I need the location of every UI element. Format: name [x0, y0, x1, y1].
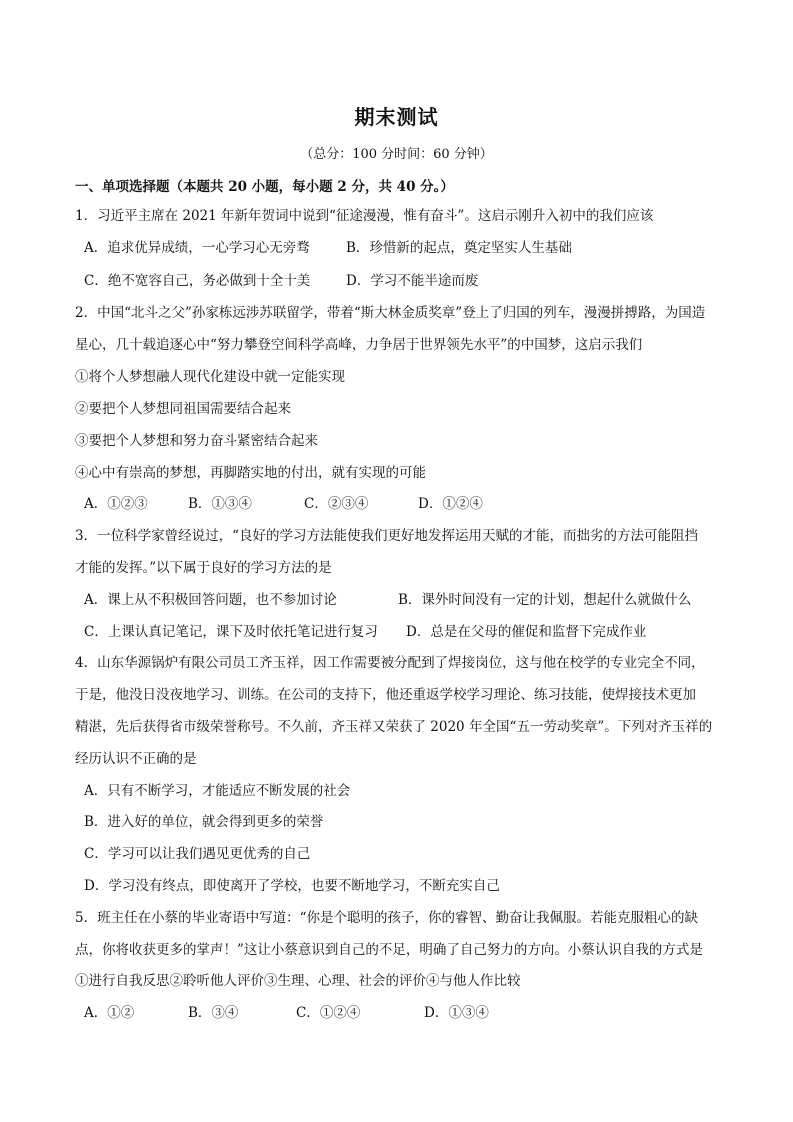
option-c: C．①②④	[296, 1005, 361, 1021]
option-a: A．①②③	[84, 496, 148, 512]
question-3-stem: 才能的发挥。”以下属于良好的学习方法的是	[75, 560, 332, 576]
option-b: B．①③④	[188, 496, 252, 512]
question-3-stem: 3．一位科学家曾经说过，“良好的学习方法能使我们更好地发挥运用天赋的才能，而拙劣的方法可能阻挡	[75, 528, 698, 544]
option-a: A．追求优异成绩，一心学习心无旁骛	[84, 240, 310, 256]
question-2-stem: 2．中国“北斗之父”孙家栋远涉苏联留学，带着“斯大林金质奖章”登上了归国的列车，漫漫拼搏路，为国造	[75, 305, 706, 321]
option-c: C．上课认真记笔记，课下及时依托笔记进行复习	[84, 624, 378, 640]
question-2-statement: ④心中有崇高的梦想，再脚踏实地的付出，就有实现的可能	[75, 465, 426, 481]
option-d: D．总是在父母的催促和监督下完成作业	[406, 624, 647, 640]
option-b: B．课外时间没有一定的计划，想起什么就做什么	[398, 592, 692, 608]
option-b: B．珍惜新的起点，奠定坚实人生基础	[346, 240, 572, 256]
question-1-options-row-1	[84, 238, 730, 258]
question-5-options	[84, 1003, 730, 1023]
question-1-options-row-2	[84, 271, 730, 291]
option-b: B．③④	[188, 1005, 239, 1021]
question-4-stem: 4．山东华源锅炉有限公司员工齐玉祥，因工作需要被分配到了焊接岗位，这与他在校学的专业完全不同，	[75, 655, 705, 671]
question-5-stem: 5．班主任在小蔡的毕业寄语中写道：“你是个聪明的孩子，你的睿智、勤奋让我佩服。若能克服粗心的缺	[75, 910, 698, 926]
option-a: A．只有不断学习，才能适应不断发展的社会	[84, 783, 351, 799]
question-2-options	[84, 494, 730, 514]
question-3-options-row-2	[84, 622, 730, 642]
question-3-options-row-1	[84, 590, 730, 610]
option-a: A．①②	[84, 1005, 135, 1021]
option-b: B．进入好的单位，就会得到更多的荣誉	[84, 814, 324, 830]
question-5-stem: 点，你将收获更多的掌声！”这让小蔡意识到自己的不足，明确了自己努力的方向。小蔡认识自我的方式是	[75, 942, 703, 958]
option-d: D．学习不能半途而废	[346, 273, 479, 289]
exam-info: （总分：100 分时间：60 分钟）	[300, 147, 493, 162]
question-4-stem: 于是，他没日没夜地学习、训练。在公司的支持下，他还重返学校学习理论、练习技能，使焊接技术更加	[75, 687, 696, 703]
section-heading: 一、单项选择题（本题共 20 小题，每小题 2 分，共 40 分。）	[75, 179, 454, 195]
option-d: D．①②④	[418, 496, 483, 512]
question-2-statement: ③要把个人梦想和努力奋斗紧密结合起来	[75, 433, 318, 449]
question-1-stem: 1．习近平主席在 2021 年新年贺词中说到“征途漫漫，惟有奋斗”。这启示刚升入初中的我们应该	[75, 208, 654, 224]
option-c: C．绝不宽容自己，务必做到十全十美	[84, 273, 311, 289]
option-d: D．①③④	[424, 1005, 489, 1021]
option-c: C．学习可以让我们遇见更优秀的自己	[84, 846, 311, 862]
question-5-stem: ①进行自我反思②聆听他人评价③生理、心理、社会的评价④与他人作比较	[75, 973, 521, 989]
option-d: D．学习没有终点，即使离开了学校，也要不断地学习，不断充实自己	[84, 878, 500, 894]
question-4-stem: 经历认识不正确的是	[75, 751, 197, 767]
question-2-statement: ②要把个人梦想同祖国需要结合起来	[75, 401, 291, 417]
question-2-statement: ①将个人梦想融人现代化建设中就一定能实现	[75, 369, 345, 385]
option-c: C．②③④	[304, 496, 369, 512]
question-2-stem: 星心，几十载追逐心中“努力攀登空间科学高峰，力争居于世界领先水平”的中国梦，这启示我们	[75, 337, 643, 353]
option-a: A．课上从不积极回答问题，也不参加讨论	[84, 592, 337, 608]
question-4-stem: 精湛，先后获得省市级荣誉称号。不久前，齐玉祥又荣获了 2020 年全国“五一劳动奖章”。下列对齐玉祥的	[75, 719, 713, 735]
page-title: 期末测试	[354, 105, 439, 129]
